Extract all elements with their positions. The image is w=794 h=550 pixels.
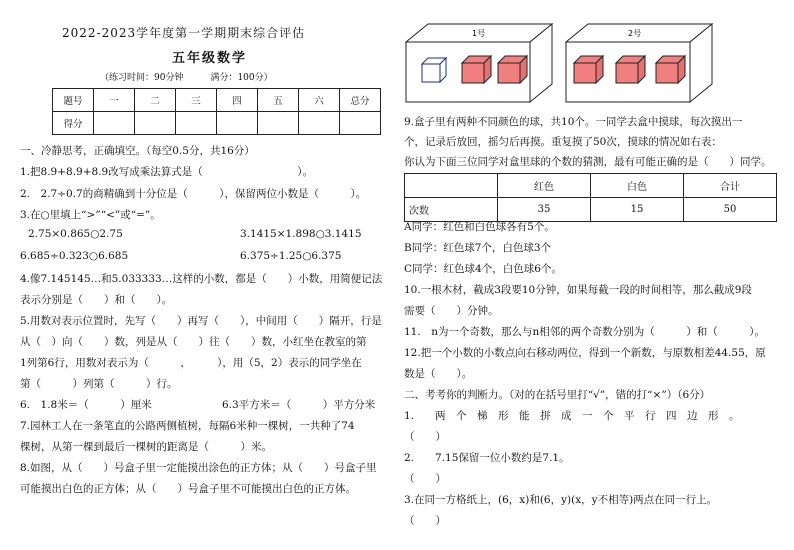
judge-1-answer[interactable]: （ ）: [404, 431, 446, 443]
question-12-line-2: 数是（ ）。: [404, 368, 473, 380]
box-1-label: 1号: [472, 29, 486, 38]
question-6b: 6.3平方米＝（ ）平方分米: [222, 399, 376, 411]
question-10-line-1: 10.一根木材，截成3段要10分钟，如果每截一段的时间相等，那么截成9段: [404, 284, 752, 296]
question-9-line-1: 9.盒子里有两种不同颜色的球，共10个。一同学去盒中摸球，每次摸出一: [404, 116, 743, 128]
score-header-cell: 二: [135, 89, 176, 112]
question-5-line-2: 从（ ）向（ ）数，列是从（ ）往（ ）数，小红坐在教室的第: [20, 336, 367, 348]
question-3d: 6.375÷1.25○6.375: [240, 250, 342, 262]
stats-cell: 35: [498, 198, 591, 222]
option-c: C同学：红色球4个，白色球6个。: [404, 263, 562, 275]
red-cube: [656, 56, 685, 83]
stats-row-label: 次数: [405, 198, 498, 222]
question-10-line-2: 需要（ ）分钟。: [404, 305, 499, 317]
question-3c: 6.685÷0.323○6.685: [20, 250, 129, 262]
red-cube: [462, 56, 491, 83]
option-a: A同学：红色和白色球各有5个。: [404, 221, 555, 233]
judge-2-answer[interactable]: （ ）: [404, 473, 446, 485]
exam-meta: （练习时间：90分钟 满分：100分）: [100, 73, 273, 83]
red-cube: [498, 56, 527, 83]
question-3a: 2.75×0.865○2.75: [28, 228, 123, 240]
score-input-cell[interactable]: [176, 112, 217, 135]
box-1: [406, 24, 552, 102]
score-header-cell: 五: [258, 89, 299, 112]
score-input-cell[interactable]: [340, 112, 381, 135]
stats-cell: 50: [684, 198, 777, 222]
score-header-cell: 六: [299, 89, 340, 112]
question-11: 11. n为一个奇数，那么与n相邻的两个奇数分别为（ ）和（ ）。: [404, 326, 765, 338]
stats-header-cell: 红色: [498, 174, 591, 198]
question-5-line-3: 1列第6行，用数对表示为（ ， ），用（5，2）表示的同学坐在: [20, 357, 362, 369]
question-4-line-1: 4.像7.145145…和5.033333…这样的小数，都是（ ）小数，用简便记法: [20, 273, 383, 285]
stats-header-row: [405, 174, 777, 198]
box-2: [566, 24, 712, 102]
box-2-label: 2号: [628, 29, 642, 38]
question-7-line-1: 7.园林工人在一条笔直的公路两侧植树，每隔6米种一棵树，一共种了74: [20, 420, 355, 432]
score-header-cell: 一: [94, 89, 135, 112]
stats-header-cell: 合计: [684, 174, 777, 198]
question-9-line-2: 个，记录后放回，摇匀后再摸。重复摸了50次，摸球的情况如右表：: [404, 136, 722, 148]
question-6a: 6. 1.8米＝（ ）厘米: [20, 399, 152, 411]
score-row-label: 得分: [53, 112, 94, 135]
question-5-line-4: 第（ ）列第（ ）行。: [20, 378, 178, 390]
judge-3: 3.在同一方格纸上，(6，x)和(6，y)(x，y不相等)两点在同一行上。: [404, 494, 718, 506]
question-2: 2. 2.7÷0.7的商精确到十分位是（ ），保留两位小数是（ ）。: [20, 188, 367, 200]
score-input-cell[interactable]: [258, 112, 299, 135]
question-12-line-1: 12.把一个小数的小数点向右移动两位，得到一个新数，与原数相差44.55，原: [404, 347, 766, 359]
question-3: 3.在○里填上“>”“<”或“=”。: [20, 209, 161, 221]
score-header-cell: 四: [217, 89, 258, 112]
question-8-line-1: 8.如图，从（ ）号盒子里一定能摸出涂色的正方体；从（ ）号盒子里: [20, 462, 377, 474]
stats-table: [404, 173, 777, 222]
score-table: [52, 88, 381, 135]
stats-header-cell: 白色: [591, 174, 684, 198]
question-7-line-2: 棵树，从第一棵到最后一棵树的距离是（ ）米。: [20, 441, 272, 453]
stats-data-row: [405, 198, 777, 222]
section-1-heading: 一、冷静思考，正确填空。（每空0.5分，共16分）: [20, 145, 255, 157]
score-table-score-row: [53, 112, 381, 135]
score-input-cell[interactable]: [299, 112, 340, 135]
exam-subtitle: 五年级数学: [172, 51, 248, 66]
score-header-cell: 三: [176, 89, 217, 112]
question-5-line-1: 5.用数对表示位置时，先写（ ）再写（ ），中间用（ ）隔开，行是: [20, 315, 382, 327]
white-cube: [422, 58, 446, 82]
exam-title: 2022-2023学年度第一学期期末综合评估: [62, 26, 306, 40]
red-cube: [574, 56, 603, 83]
option-b: B同学：红色球7个，白色球3个: [404, 242, 552, 254]
score-header-cell: 总分: [340, 89, 381, 112]
question-4-line-2: 表示分别是（ ）和（ ）。: [20, 294, 173, 306]
section-2-heading: 二、考考你的判断力。（对的在括号里打“√”，错的打“×”）（6分）: [404, 389, 711, 401]
stats-cell: 15: [591, 198, 684, 222]
stats-header-cell: [405, 174, 498, 198]
question-9-line-3: 你认为下面三位同学对盒里球的个数的猜测，最有可能正确的是（ ）同学。: [404, 156, 772, 168]
question-8-line-2: 可能摸出白色的正方体；从（ ）号盒子里不可能摸出白色的正方体。: [20, 483, 356, 495]
judge-2: 2. 7.15保留一位小数约是7.1。: [404, 452, 570, 464]
score-input-cell[interactable]: [94, 112, 135, 135]
score-table-header-row: [53, 89, 381, 112]
question-1: 1.把8.9+8.9+8.9改写成乘法算式是（ ）。: [20, 166, 313, 178]
judge-3-answer[interactable]: （ ）: [404, 515, 446, 527]
red-cube: [616, 56, 645, 83]
score-input-cell[interactable]: [217, 112, 258, 135]
score-header-cell: 题号: [53, 89, 94, 112]
question-3b: 3.1415×1.898○3.1415: [240, 228, 362, 240]
score-input-cell[interactable]: [135, 112, 176, 135]
judge-1: 1. 两 个 梯 形 能 拼 成 一 个 平 行 四 边 形 。: [404, 410, 740, 422]
boxes-figure: [400, 20, 790, 104]
